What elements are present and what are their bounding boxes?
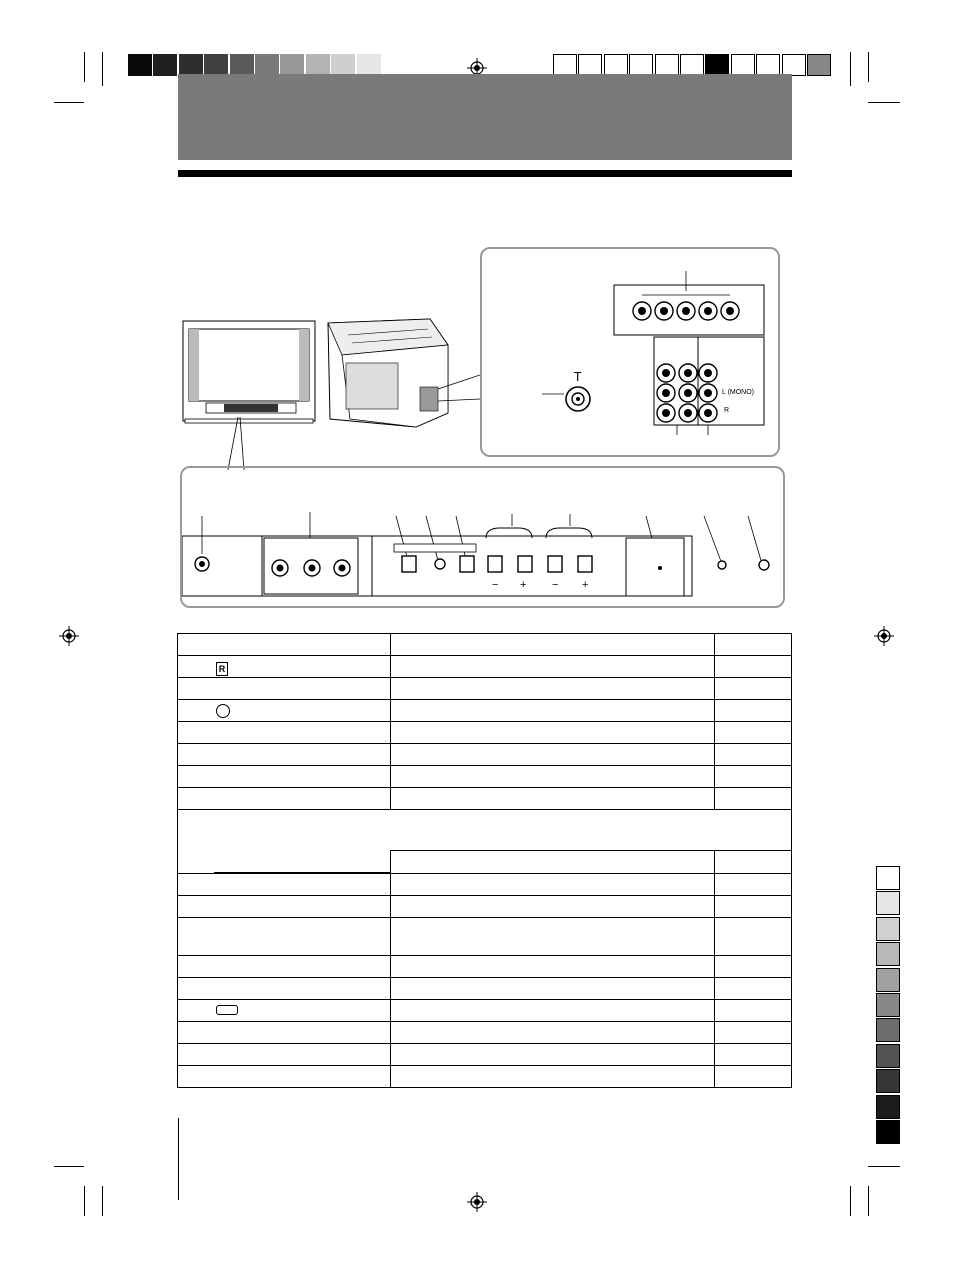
gray-swatch bbox=[230, 54, 254, 76]
side-tab bbox=[876, 866, 900, 890]
table-row bbox=[178, 700, 792, 722]
crop-mark bbox=[850, 52, 851, 86]
tv-illustration bbox=[180, 315, 480, 475]
registration-mark-icon bbox=[467, 1192, 487, 1212]
crop-mark bbox=[868, 1166, 900, 1167]
gray-swatch bbox=[204, 54, 228, 76]
table-row bbox=[178, 656, 792, 678]
reset-icon: R bbox=[216, 662, 228, 676]
crop-mark bbox=[84, 1186, 85, 1216]
gray-swatch bbox=[179, 54, 203, 76]
program-minus-label: − bbox=[552, 579, 559, 591]
side-tab bbox=[876, 1120, 900, 1144]
gray-swatch bbox=[280, 54, 304, 76]
front-panel-diagram bbox=[182, 468, 783, 606]
volume-minus-label: − bbox=[492, 579, 499, 591]
color-swatch bbox=[604, 54, 628, 76]
table-row bbox=[178, 955, 792, 977]
crop-mark bbox=[102, 1186, 103, 1216]
controls-table bbox=[177, 633, 792, 1088]
table-row bbox=[178, 766, 792, 788]
header-rule bbox=[178, 170, 792, 177]
registration-mark-icon bbox=[59, 626, 79, 646]
component-jacks bbox=[614, 271, 764, 335]
timer-icon bbox=[216, 704, 230, 718]
gray-swatch bbox=[357, 54, 381, 76]
color-swatch bbox=[680, 54, 704, 76]
color-swatch bbox=[655, 54, 679, 76]
gray-swatch bbox=[331, 54, 355, 76]
margin-rule bbox=[178, 1118, 179, 1200]
rear-panel-diagram bbox=[482, 249, 778, 455]
side-tab bbox=[876, 993, 900, 1017]
side-tab bbox=[876, 968, 900, 992]
crop-mark bbox=[868, 1186, 869, 1216]
table-row bbox=[178, 722, 792, 744]
table-row bbox=[178, 999, 792, 1021]
rear-label-l-mono: L (MONO) bbox=[722, 389, 755, 396]
gray-scale-strip bbox=[128, 54, 407, 76]
table-row bbox=[178, 895, 792, 917]
color-swatch bbox=[807, 54, 831, 76]
table-row bbox=[178, 678, 792, 700]
table-row bbox=[178, 977, 792, 999]
color-swatch bbox=[731, 54, 755, 76]
gray-swatch bbox=[153, 54, 177, 76]
color-swatch bbox=[629, 54, 653, 76]
side-tab bbox=[876, 1069, 900, 1093]
crop-mark bbox=[102, 52, 103, 86]
crop-mark bbox=[868, 102, 900, 103]
svg-text:T: T bbox=[574, 370, 582, 384]
av-jacks bbox=[654, 337, 764, 435]
color-swatch bbox=[782, 54, 806, 76]
side-tab-strip bbox=[876, 866, 902, 1145]
side-tab bbox=[876, 891, 900, 915]
table-row bbox=[178, 851, 792, 874]
side-tab bbox=[876, 1044, 900, 1068]
color-swatch bbox=[578, 54, 602, 76]
table-row bbox=[178, 1043, 792, 1065]
table-row bbox=[178, 744, 792, 766]
av-input-icon bbox=[216, 1005, 238, 1015]
program-plus-label: + bbox=[582, 579, 589, 591]
side-tab bbox=[876, 1018, 900, 1042]
table-row bbox=[178, 810, 792, 851]
gray-swatch bbox=[128, 54, 152, 76]
tv-front-view bbox=[183, 321, 315, 423]
side-tab bbox=[876, 942, 900, 966]
side-tab bbox=[876, 1095, 900, 1119]
header-band bbox=[178, 74, 792, 160]
tv-rear-view bbox=[328, 319, 448, 427]
table-row bbox=[178, 1065, 792, 1087]
color-bar-strip bbox=[553, 54, 832, 76]
color-swatch bbox=[553, 54, 577, 76]
crop-mark bbox=[54, 102, 84, 103]
crop-mark bbox=[850, 1186, 851, 1216]
side-tab bbox=[876, 917, 900, 941]
gray-swatch bbox=[382, 54, 406, 76]
table-row bbox=[178, 873, 792, 895]
rear-label-r: R bbox=[724, 407, 730, 414]
crop-mark bbox=[84, 52, 85, 82]
crop-mark bbox=[868, 52, 869, 82]
color-swatch bbox=[705, 54, 729, 76]
table-row bbox=[178, 917, 792, 955]
table-row bbox=[178, 788, 792, 810]
color-swatch bbox=[756, 54, 780, 76]
antenna-input bbox=[542, 370, 590, 411]
table-row bbox=[178, 1021, 792, 1043]
table-row bbox=[178, 634, 792, 656]
registration-mark-icon bbox=[874, 626, 894, 646]
gray-swatch bbox=[306, 54, 330, 76]
gray-swatch bbox=[255, 54, 279, 76]
crop-mark bbox=[54, 1166, 84, 1167]
volume-plus-label: + bbox=[520, 579, 527, 591]
